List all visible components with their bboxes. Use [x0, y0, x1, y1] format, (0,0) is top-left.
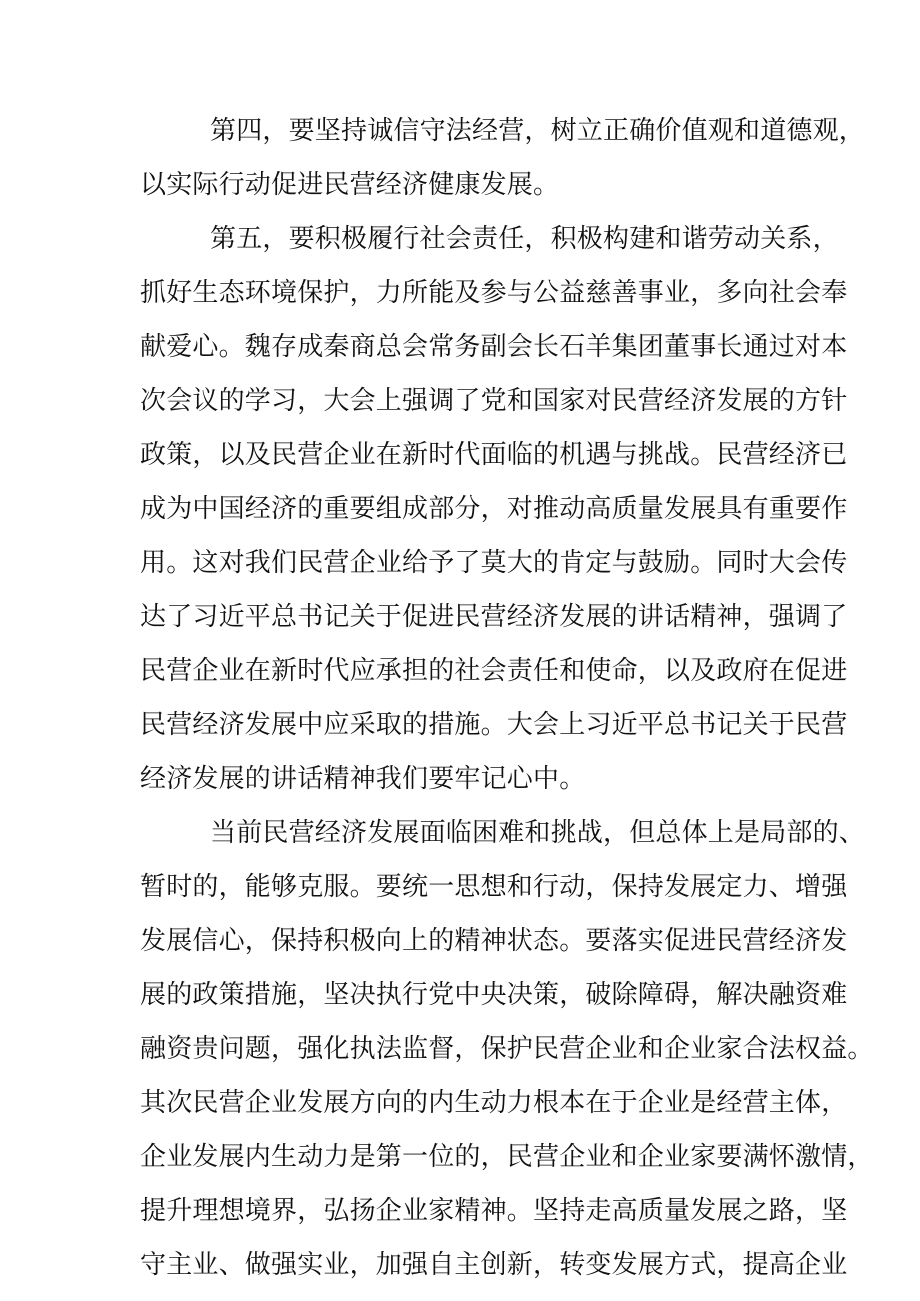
text-line: 经济发展的讲话精神我们要牢记心中。: [140, 764, 586, 794]
text-line: 民营企业在新时代应承担的社会责任和使命，以及政府在促进: [140, 656, 848, 686]
text-line: 达了习近平总书记关于促进民营经济发展的讲话精神，强调了: [140, 602, 848, 632]
text-line: 献爱心。魏存成秦商总会常务副会长石羊集团董事长通过对本: [140, 332, 848, 362]
text-line: 当前民营经济发展面临困难和挑战，但总体上是局部的、: [210, 818, 866, 848]
text-line: 以实际行动促进民营经济健康发展。: [140, 170, 560, 200]
paragraph-fourth-point: [140, 104, 866, 212]
text-line: 第四，要坚持诚信守法经营，树立正确价值观和道德观，: [210, 116, 866, 146]
text-line: 暂时的，能够克服。要统一思想和行动，保持发展定力、增强: [140, 872, 848, 902]
text-line: 守主业、做强实业，加强自主创新，转变发展方式，提高企业: [140, 1250, 848, 1280]
text-line: 其次民营企业发展方向的内生动力根本在于企业是经营主体，: [140, 1088, 848, 1118]
body-text: [140, 104, 874, 1292]
text-line: 抓好生态环境保护，力所能及参与公益慈善事业，多向社会奉: [140, 278, 848, 308]
paragraph-fifth-point: [140, 212, 848, 806]
text-line: 次会议的学习，大会上强调了党和国家对民营经济发展的方针: [140, 386, 848, 416]
text-line: 展的政策措施，坚决执行党中央决策，破除障碍，解决融资难: [140, 980, 848, 1010]
text-line: 发展信心，保持积极向上的精神状态。要落实促进民营经济发: [140, 926, 848, 956]
text-line: 成为中国经济的重要组成部分，对推动高质量发展具有重要作: [140, 494, 848, 524]
text-line: 提升理想境界，弘扬企业家精神。坚持走高质量发展之路，坚: [140, 1196, 848, 1226]
text-line: 民营经济发展中应采取的措施。大会上习近平总书记关于民营: [140, 710, 848, 740]
text-line: 企业发展内生动力是第一位的，民营企业和企业家要满怀激情，: [140, 1142, 874, 1172]
text-line: 政策，以及民营企业在新时代面临的机遇与挑战。民营经济已: [140, 440, 848, 470]
text-line: 融资贵问题，强化执法监督，保护民营企业和企业家合法权益。: [140, 1034, 874, 1064]
paragraph-current-situation: [140, 806, 874, 1292]
text-line: 第五，要积极履行社会责任，积极构建和谐劳动关系，: [210, 224, 839, 254]
text-line: 用。这对我们民营企业给予了莫大的肯定与鼓励。同时大会传: [140, 548, 848, 578]
